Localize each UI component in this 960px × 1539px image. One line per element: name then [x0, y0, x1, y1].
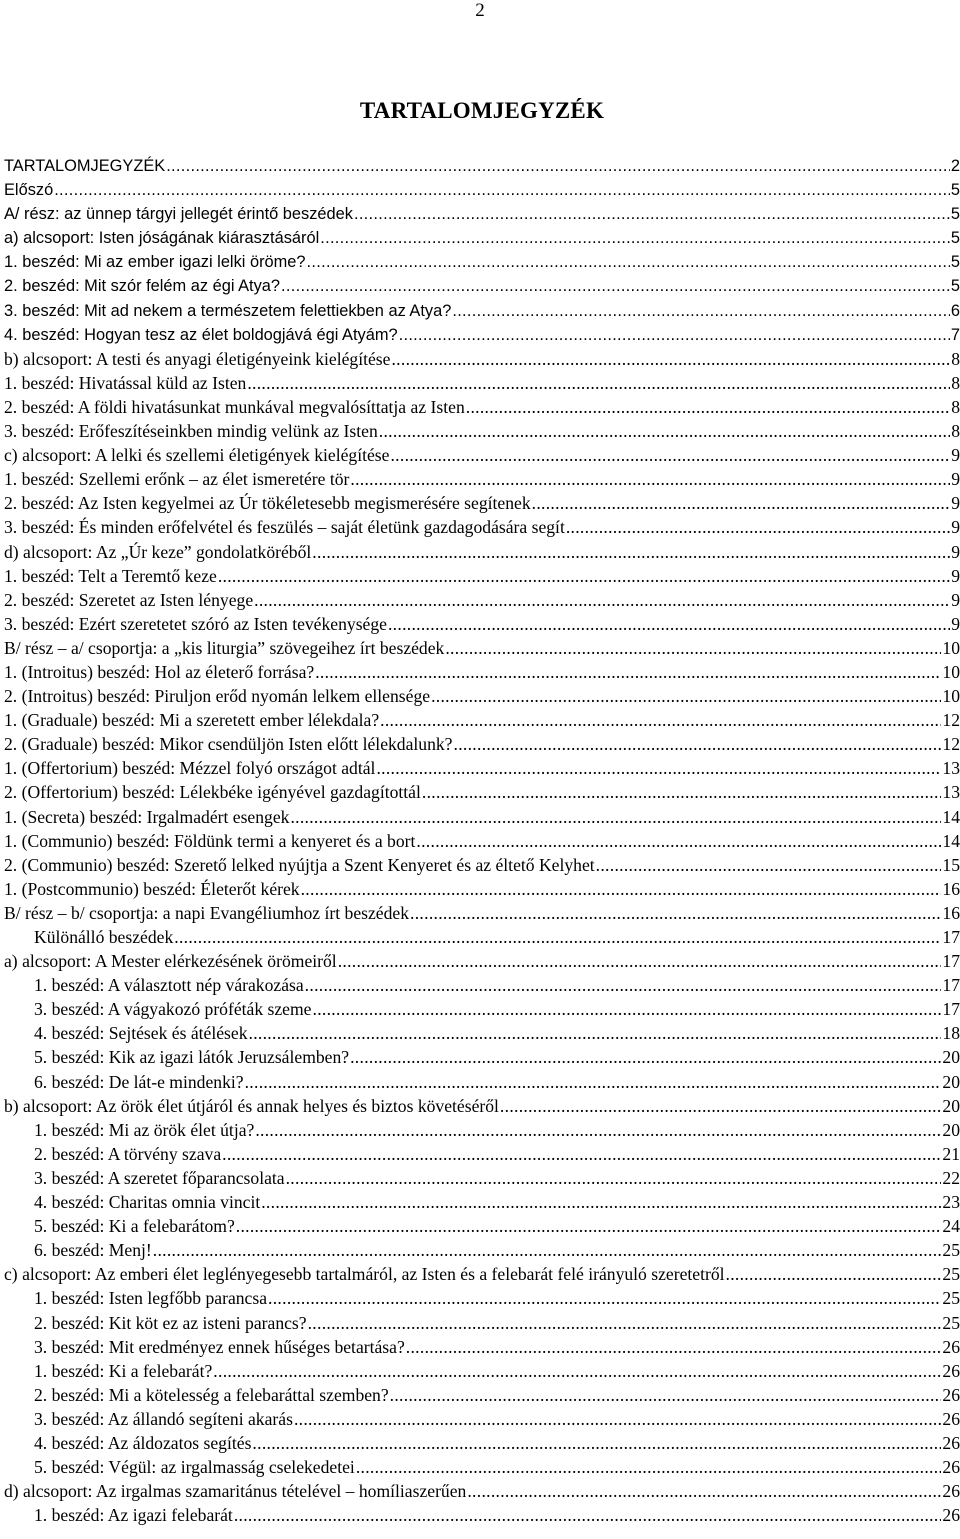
toc-entry-title: 5. beszéd: Végül: az irgalmasság cselekedetei: [34, 1457, 355, 1478]
toc-entry-title: 1. beszéd: Az igazi felebarát: [34, 1505, 233, 1526]
toc-entry[interactable]: [4, 1262, 960, 1286]
toc-dot-leader: [281, 274, 950, 298]
toc-entry[interactable]: [4, 564, 960, 588]
toc-entry-title: c) alcsoport: A lelki és szellemi életigények kielégítése: [4, 445, 390, 466]
toc-entry[interactable]: [4, 347, 960, 371]
toc-entry[interactable]: [4, 299, 960, 323]
toc-entry[interactable]: [4, 250, 960, 274]
toc-page-number: 8: [951, 421, 960, 442]
toc-dot-leader: [406, 1335, 942, 1359]
toc-entry[interactable]: [4, 1311, 960, 1335]
toc-entry[interactable]: [4, 829, 960, 853]
toc-entry[interactable]: [4, 925, 960, 949]
toc-page-number: 13: [942, 782, 960, 803]
toc-page-number: 26: [942, 1432, 960, 1453]
toc-entry[interactable]: [4, 1190, 960, 1214]
toc-entry-title: 2. (Graduale) beszéd: Mikor csendüljön Isten előtt lélekdalunk?: [4, 734, 453, 755]
page-number: 2: [475, 0, 485, 21]
toc-dot-leader: [376, 756, 941, 780]
toc-entry[interactable]: [4, 540, 960, 564]
toc-dot-leader: [338, 949, 942, 973]
toc-page-number: 9: [951, 589, 960, 610]
toc-entry-title: 1. (Offertorium) beszéd: Mézzel folyó országot adtál: [4, 758, 376, 779]
toc-entry-title: Különálló beszédek: [34, 927, 174, 947]
toc-entry[interactable]: [4, 395, 960, 419]
toc-entry-title: 3. beszéd: A szeretet főparancsolata: [34, 1167, 285, 1188]
toc-entry[interactable]: [4, 1455, 960, 1479]
toc-entry[interactable]: [4, 949, 960, 973]
toc-entry[interactable]: [4, 1431, 960, 1455]
toc-entry[interactable]: [4, 1166, 960, 1190]
toc-dot-leader: [166, 154, 950, 178]
toc-dot-leader: [286, 1166, 942, 1190]
toc-entry[interactable]: [4, 901, 960, 925]
toc-page-number: 20: [942, 1095, 960, 1116]
toc-entry[interactable]: [4, 1070, 960, 1094]
toc-page-number: 12: [942, 710, 960, 731]
toc-entry[interactable]: [4, 853, 960, 877]
toc-page-number: 17: [942, 975, 960, 996]
toc-entry[interactable]: [4, 1214, 960, 1238]
toc-page-number: 10: [942, 661, 960, 682]
toc-entry-title: 3. beszéd: A vágyakozó próféták szeme: [34, 999, 312, 1020]
toc-dot-leader: [350, 1045, 941, 1069]
toc-entry-title: 2. beszéd: A földi hivatásunkat munkával megvalósíttatja az Isten: [4, 396, 465, 417]
toc-dot-leader: [356, 1455, 942, 1479]
toc-page-number: 5: [950, 181, 960, 200]
toc-entry-title: 2. (Communio) beszéd: Szerető lelked nyújtja a Szent Kenyeret és az éltető Kelyhet: [4, 854, 595, 875]
toc-page-number: 21: [942, 1143, 960, 1164]
toc-entry[interactable]: [4, 877, 960, 901]
toc-dot-leader: [261, 1190, 941, 1214]
toc-dot-leader: [452, 299, 950, 323]
toc-page-number: 9: [951, 613, 960, 634]
toc-dot-leader: [308, 1311, 942, 1335]
toc-dot-leader: [466, 395, 950, 419]
toc-entry[interactable]: [4, 1407, 960, 1431]
toc-dot-leader: [234, 1503, 942, 1527]
toc-entry[interactable]: [4, 612, 960, 636]
toc-dot-leader: [379, 419, 950, 443]
toc-dot-leader: [313, 997, 942, 1021]
toc-dot-leader: [174, 925, 941, 949]
toc-entry-title: 1. beszéd: Ki a felebarát?: [34, 1360, 213, 1381]
toc-page-number: 8: [951, 396, 960, 417]
toc-page-number: 25: [942, 1240, 960, 1261]
toc-entry[interactable]: [4, 443, 960, 467]
toc-entry[interactable]: [4, 323, 960, 347]
toc-entry-title: 1. (Introitus) beszéd: Hol az életerő forrása?: [4, 661, 315, 682]
toc-entry-title: 3. beszéd: Ezért szeretetet szóró az Isten tevékenysége: [4, 613, 387, 634]
toc-page-number: 16: [942, 902, 960, 923]
toc-page-number: 2: [950, 157, 960, 175]
toc-page-number: 9: [951, 517, 960, 538]
toc-entry[interactable]: [4, 1286, 960, 1310]
toc-entry[interactable]: [4, 419, 960, 443]
toc-entry[interactable]: [4, 1335, 960, 1359]
toc-entry-title: 1. (Postcommunio) beszéd: Életerőt kérek: [4, 878, 300, 899]
toc-entry-title: c) alcsoport: Az emberi élet leglényegesebb tartalmáról, az Isten és a felebarát felé irányuló szeretetről: [4, 1264, 725, 1285]
toc-page-number: 5: [950, 277, 960, 296]
toc-page-number: 8: [951, 348, 960, 369]
toc-entry[interactable]: [4, 491, 960, 515]
toc-entry-title: d) alcsoport: Az „Úr keze” gondolatköréből: [4, 541, 312, 562]
toc-entry-title: 1. beszéd: Hivatással küld az Isten: [4, 372, 247, 393]
toc-page-number: 14: [942, 806, 960, 827]
toc-dot-leader: [290, 805, 941, 829]
toc-entry-title: 6. beszéd: De lát-e mindenki?: [34, 1071, 244, 1092]
toc-entry-title: b) alcsoport: A testi és anyagi életigényeink kielégítése: [4, 348, 391, 369]
toc-entry[interactable]: [4, 1045, 960, 1069]
toc-page-number: 6: [950, 301, 960, 320]
toc-entry-title: 2. beszéd: Mi a kötelesség a felebaráttal szemben?: [34, 1384, 389, 1405]
toc-page-number: 5: [950, 253, 960, 272]
toc-entry[interactable]: [4, 274, 960, 298]
toc-dot-leader: [726, 1262, 942, 1286]
toc-entry-title: 1. beszéd: Isten legfőbb parancsa: [34, 1288, 268, 1309]
toc-page-number: 26: [942, 1481, 960, 1502]
toc-page-number: 7: [950, 325, 960, 344]
toc-entry-title: 5. beszéd: Ki a felebarátom?: [34, 1216, 235, 1237]
toc-entry-title: b) alcsoport: Az örök élet útjáról és annak helyes és biztos követéséről: [4, 1095, 499, 1116]
toc-entry-title: 4. beszéd: Charitas omnia vincit: [34, 1192, 261, 1213]
toc-dot-leader: [249, 1021, 942, 1045]
toc-entry[interactable]: [4, 1094, 960, 1118]
toc-dot-leader: [294, 1407, 941, 1431]
toc-entry-title: 2. (Offertorium) beszéd: Lélekbéke igényével gazdagítottál: [4, 782, 421, 803]
toc-page-number: 9: [951, 565, 960, 586]
toc-entry-title: 1. beszéd: Mi az ember igazi lelki öröme?: [4, 253, 306, 272]
toc-entry-title: 2. beszéd: Szeretet az Isten lényege: [4, 589, 254, 610]
toc-dot-leader: [236, 1214, 942, 1238]
toc-entry[interactable]: [4, 1383, 960, 1407]
toc-entry-title: a) alcsoport: Isten jóságának kiárasztásáról: [4, 229, 320, 248]
toc-page-number: 17: [942, 927, 960, 947]
toc-page-number: 12: [942, 734, 960, 755]
toc-page-number: 16: [942, 878, 960, 899]
toc-page-number: 9: [951, 445, 960, 466]
toc-entry-title: 3. beszéd: Erőfeszítéseinkben mindig velünk az Isten: [4, 421, 378, 442]
toc-entry-title: 1. (Secreta) beszéd: Irgalmadért esengek: [4, 806, 290, 827]
toc-entry-title: 5. beszéd: Kik az igazi látók Jeruzsálemben?: [34, 1047, 350, 1068]
toc-dot-leader: [391, 347, 950, 371]
toc-dot-leader: [390, 1383, 942, 1407]
toc-entry[interactable]: [4, 732, 960, 756]
toc-dot-leader: [320, 226, 950, 250]
toc-page-number: 26: [942, 1505, 960, 1526]
toc-entry-title: d) alcsoport: Az irgalmas szamaritánus tételével – homíliaszerűen: [4, 1481, 467, 1502]
toc-entry[interactable]: [4, 684, 960, 708]
toc-entry[interactable]: [4, 997, 960, 1021]
toc-dot-leader: [350, 467, 950, 491]
toc-entry[interactable]: [4, 1479, 960, 1503]
toc-dot-leader: [416, 829, 941, 853]
toc-entry-title: 3. beszéd: Mit ad nekem a természetem felettiekben az Atya?: [4, 301, 452, 320]
toc-entry-title: 3. beszéd: És minden erőfelvétel és feszülés – saját életünk gazdagodására segít: [4, 517, 565, 538]
toc-page-number: 5: [950, 205, 960, 224]
toc-dot-leader: [312, 540, 950, 564]
toc-page-number: 9: [951, 469, 960, 490]
toc-entry-title: 2. beszéd: A törvény szava: [34, 1143, 222, 1164]
toc-entry-title: 6. beszéd: Menj!: [34, 1240, 152, 1261]
toc-dot-leader: [431, 684, 941, 708]
toc-entry[interactable]: [4, 588, 960, 612]
toc-page-number: 8: [951, 372, 960, 393]
toc-page-number: 17: [942, 999, 960, 1020]
toc-entry[interactable]: [4, 202, 960, 226]
toc-entry[interactable]: [4, 1021, 960, 1045]
toc-dot-leader: [301, 877, 942, 901]
toc-entry[interactable]: [4, 1118, 960, 1142]
toc-dot-leader: [399, 323, 950, 347]
toc-dot-leader: [596, 853, 942, 877]
toc-dot-leader: [255, 1118, 941, 1142]
toc-entry[interactable]: [4, 1359, 960, 1383]
toc-page-number: 26: [942, 1336, 960, 1357]
toc-page-number: 9: [951, 541, 960, 562]
toc-page-number: 25: [942, 1288, 960, 1309]
toc-entry-title: 2. (Introitus) beszéd: Piruljon erőd nyomán lelkem ellensége: [4, 686, 431, 707]
toc-dot-leader: [222, 1142, 941, 1166]
toc-dot-leader: [245, 1070, 942, 1094]
toc-entry[interactable]: [4, 178, 960, 202]
toc-entry[interactable]: [4, 636, 960, 660]
toc-page-number: 13: [942, 758, 960, 779]
table-of-contents: [4, 154, 960, 1527]
toc-entry-title: Előszó: [4, 181, 54, 200]
toc-entry-title: B/ rész – a/ csoportja: a „kis liturgia” szövegeihez írt beszédek: [4, 637, 445, 658]
toc-page-number: 25: [942, 1264, 960, 1285]
toc-entry-title: 1. beszéd: A választott nép várakozása: [34, 975, 304, 996]
toc-dot-leader: [422, 780, 942, 804]
toc-entry-title: 2. beszéd: Mit szór felém az égi Atya?: [4, 277, 281, 296]
toc-page-number: 22: [942, 1167, 960, 1188]
toc-dot-leader: [566, 515, 950, 539]
toc-page-number: 20: [942, 1119, 960, 1140]
toc-dot-leader: [213, 1359, 941, 1383]
toc-dot-leader: [500, 1094, 941, 1118]
toc-dot-leader: [315, 660, 941, 684]
toc-entry[interactable]: [4, 756, 960, 780]
toc-dot-leader: [218, 564, 950, 588]
toc-entry[interactable]: [4, 467, 960, 491]
toc-entry[interactable]: [4, 1503, 960, 1527]
toc-page-number: 10: [942, 637, 960, 658]
toc-entry-title: TARTALOMJEGYZÉK: [4, 157, 166, 175]
toc-page-number: 9: [951, 493, 960, 514]
toc-entry[interactable]: [4, 371, 960, 395]
toc-dot-leader: [388, 612, 950, 636]
toc-entry-title: 4. beszéd: Sejtések és átélések: [34, 1023, 248, 1044]
toc-page-number: 26: [942, 1360, 960, 1381]
toc-dot-leader: [305, 973, 942, 997]
toc-entry[interactable]: [4, 660, 960, 684]
toc-dot-leader: [410, 901, 941, 925]
toc-entry-title: 1. beszéd: Telt a Teremtő keze: [4, 565, 217, 586]
toc-page-number: 26: [942, 1408, 960, 1429]
toc-dot-leader: [454, 732, 942, 756]
toc-entry[interactable]: [4, 973, 960, 997]
toc-dot-leader: [54, 178, 950, 202]
toc-entry-title: 1. (Communio) beszéd: Földünk termi a kenyeret és a bort: [4, 830, 416, 851]
toc-entry[interactable]: [4, 1238, 960, 1262]
toc-dot-leader: [390, 443, 950, 467]
toc-entry-title: a) alcsoport: A Mester elérkezésének örömeiről: [4, 951, 337, 972]
toc-page-number: 26: [942, 1457, 960, 1478]
toc-entry[interactable]: [4, 1142, 960, 1166]
toc-entry-title: B/ rész – b/ csoportja: a napi Evangéliumhoz írt beszédek: [4, 902, 410, 923]
toc-page-number: 14: [942, 830, 960, 851]
toc-entry-title: 1. beszéd: Szellemi erőnk – az élet ismeretére tör: [4, 469, 350, 490]
toc-entry[interactable]: [4, 515, 960, 539]
toc-page-number: 25: [942, 1312, 960, 1333]
toc-entry-title: 3. beszéd: Az állandó segíteni akarás: [34, 1408, 293, 1429]
toc-dot-leader: [354, 202, 950, 226]
toc-dot-leader: [247, 371, 950, 395]
toc-page-number: 24: [942, 1216, 960, 1237]
toc-entry[interactable]: [4, 226, 960, 250]
toc-dot-leader: [268, 1286, 941, 1310]
toc-page-number: 20: [942, 1047, 960, 1068]
toc-entry-title: 4. beszéd: Hogyan tesz az élet boldogjává égi Atyám?: [4, 325, 398, 344]
toc-entry-title: 3. beszéd: Mit eredményez ennek hűséges betartása?: [34, 1336, 405, 1357]
toc-entry-title: A/ rész: az ünnep tárgyi jellegét érintő beszédek: [4, 205, 353, 224]
toc-page-number: 26: [942, 1384, 960, 1405]
toc-page-number: 18: [942, 1023, 960, 1044]
toc-dot-leader: [467, 1479, 941, 1503]
toc-page-number: 15: [942, 854, 960, 875]
toc-page-number: 5: [950, 229, 960, 248]
toc-dot-leader: [254, 588, 950, 612]
toc-entry-title: 4. beszéd: Az áldozatos segítés: [34, 1432, 252, 1453]
toc-dot-leader: [532, 491, 951, 515]
document-title: TARTALOMJEGYZÉK: [359, 98, 605, 123]
toc-entry[interactable]: [4, 780, 960, 804]
toc-page-number: 23: [942, 1192, 960, 1213]
toc-dot-leader: [252, 1431, 941, 1455]
toc-dot-leader: [307, 250, 950, 274]
toc-entry[interactable]: [4, 805, 960, 829]
toc-entry[interactable]: [4, 708, 960, 732]
toc-entry-title: 1. (Graduale) beszéd: Mi a szeretett ember lélekdala?: [4, 710, 380, 731]
toc-dot-leader: [445, 636, 941, 660]
toc-dot-leader: [153, 1238, 942, 1262]
toc-page-number: 17: [942, 951, 960, 972]
toc-entry[interactable]: [4, 154, 960, 178]
toc-entry-title: 1. beszéd: Mi az örök élet útja?: [34, 1119, 255, 1140]
toc-entry-title: 2. beszéd: Kit köt ez az isteni parancs?: [34, 1312, 307, 1333]
toc-entry-title: 2. beszéd: Az Isten kegyelmei az Úr tökéletesebb megismerésére segítenek: [4, 493, 531, 514]
toc-page-number: 20: [942, 1071, 960, 1092]
toc-page-number: 10: [942, 686, 960, 707]
toc-dot-leader: [380, 708, 941, 732]
